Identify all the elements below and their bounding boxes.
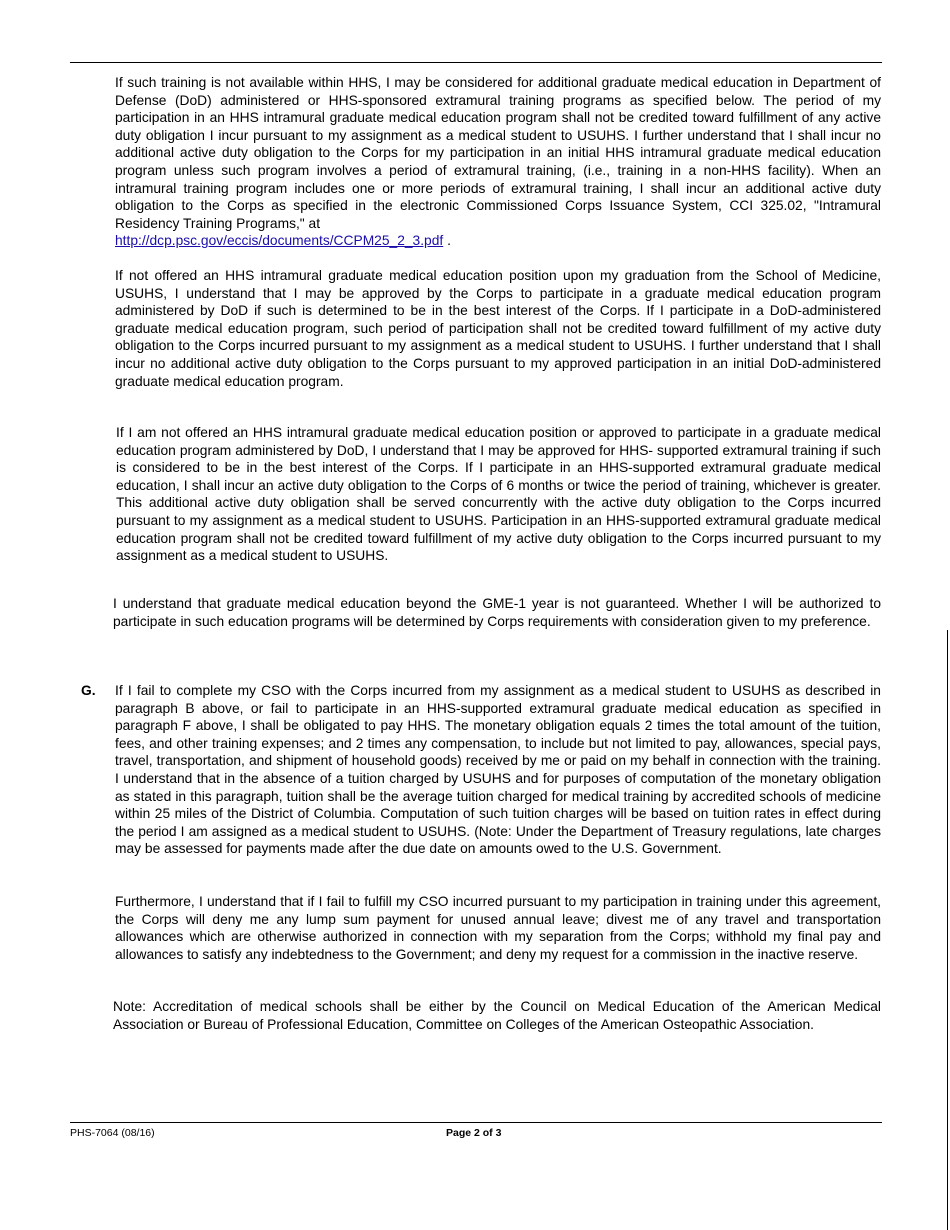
paragraph-cso-consequences: Furthermore, I understand that if I fail to fulfill my CSO incurred pursuant to my participation in training under this agreement, the Corps will deny me any lump sum payment for unused annual leave; divest me of any travel and transportation allowances which are otherwise authorized in connection with my separation from the Corps; withhold my final pay and allowances to satisfy any indebtedness to the Government; and deny my request for a commission in the inactive reserve. <box>115 894 881 962</box>
form-number: PHS-7064 (08/16) <box>70 1127 155 1139</box>
paragraph-gme-not-guaranteed: I understand that graduate medical education beyond the GME-1 year is not guaranteed. Whether I will be authorized to participate in such education programs will be determined by Corps requirements with consideration given to my preference. <box>113 596 881 629</box>
paragraph-extramural-training: If I am not offered an HHS intramural graduate medical education position or approved to participate in a graduate medical education program administered by DoD, I understand that I may be approved for HHS- supported extramural training if such is considered to be in the best interest of the Corps. If I participate in an HHS-supported extramural graduate medical education, I shall incur an active duty obligation to the Corps of 6 months or twice the period of training, whichever is greater. This additional active duty obligation shall be served concurrently with the active duty obligation to the Corps incurred pursuant to my assignment as a medical student to USUHS. Participation in an HHS-supported extramural graduate medical education program shall not be credited toward fulfillment of my active duty obligation to the Corps incurred pursuant to my assignment as a medical student to USUHS. <box>116 425 881 564</box>
right-margin-line <box>947 630 948 1230</box>
paragraph-dod-gme: If not offered an HHS intramural graduate medical education position upon my graduation from the School of Medicine, USUHS, I understand that I may be approved by the Corps to participate in a graduate medical education program administered by DoD if such is determined to be in the best interest of the Corps. If I participate in a DoD-administered graduate medical education program, such period of participation shall not be credited toward fulfillment of my active duty obligation to the Corps incurred pursuant to my assignment as a medical student to USUHS. I further understand that I shall incur no additional active duty obligation to the Corps pursuant to my approved participation in an initial DoD-administered graduate medical education program. <box>115 268 881 389</box>
paragraph-dod-training <box>115 74 881 250</box>
paragraph-dod-training-period: . <box>447 233 451 249</box>
paragraph-monetary-obligation: If I fail to complete my CSO with the Corps incurred from my assignment as a medical student to USUHS as described in paragraph B above, or fail to participate in an HHS-supported extramural graduate medical education as specified in paragraph F above, I shall be obligated to pay HHS. The monetary obligation equals 2 times the total amount of the tuition, fees, and other training expenses; and 2 times any compensation, to include but not limited to pay, allowances, special pays, travel, transportation, and shipment of household goods) received by me or paid on my behalf in connection with the training. I understand that in the absence of a tuition charged by USUHS and for purposes of computation of the monetary obligation as stated in this paragraph, tuition shall be the average tuition charged for medical training by accredited schools of medicine within 25 miles of the District of Columbia. Computation of such tuition charges will be based on tuition rates in effect during the period I am assigned as a medical student to USUHS. (Note: Under the Department of Treasury regulations, late charges may be assessed for payments made after the due date on amounts owed to the U.S. Government. <box>115 683 881 857</box>
ccpm-document-link[interactable]: http://dcp.psc.gov/eccis/documents/CCPM25_2_3.pdf <box>115 233 444 249</box>
page-number: Page 2 of 3 <box>446 1127 502 1139</box>
paragraph-dod-training-text: If such training is not available within HHS, I may be considered for additional graduate medical education in Department of Defense (DoD) administered or HHS-sponsored extramural training programs as specified below. The period of my participation in an HHS intramural graduate medical education program shall not be credited toward fulfillment of any active duty obligation I incur pursuant to my assignment as a medical student to USUHS. I further understand that I shall incur no additional active duty obligation to the Corps for my participation in an initial HHS intramural graduate medical education program unless such program involves a period of extramural training, (i.e., training in a non-HHS facility). When an intramural training program includes one or more periods of extramural training, I shall incur an additional active duty obligation to the Corps as specified in the electronic Commissioned Corps Issuance System, CCI 325.02, "Intramural Residency Training Programs," at <box>115 75 881 231</box>
footer-divider <box>70 1122 882 1123</box>
paragraph-accreditation-note: Note: Accreditation of medical schools shall be either by the Council on Medical Education of the American Medical Association or Bureau of Professional Education, Committee on Colleges of the American Osteopathic Association. <box>113 999 881 1032</box>
header-divider <box>70 62 882 63</box>
section-g-label: G. <box>81 683 96 698</box>
